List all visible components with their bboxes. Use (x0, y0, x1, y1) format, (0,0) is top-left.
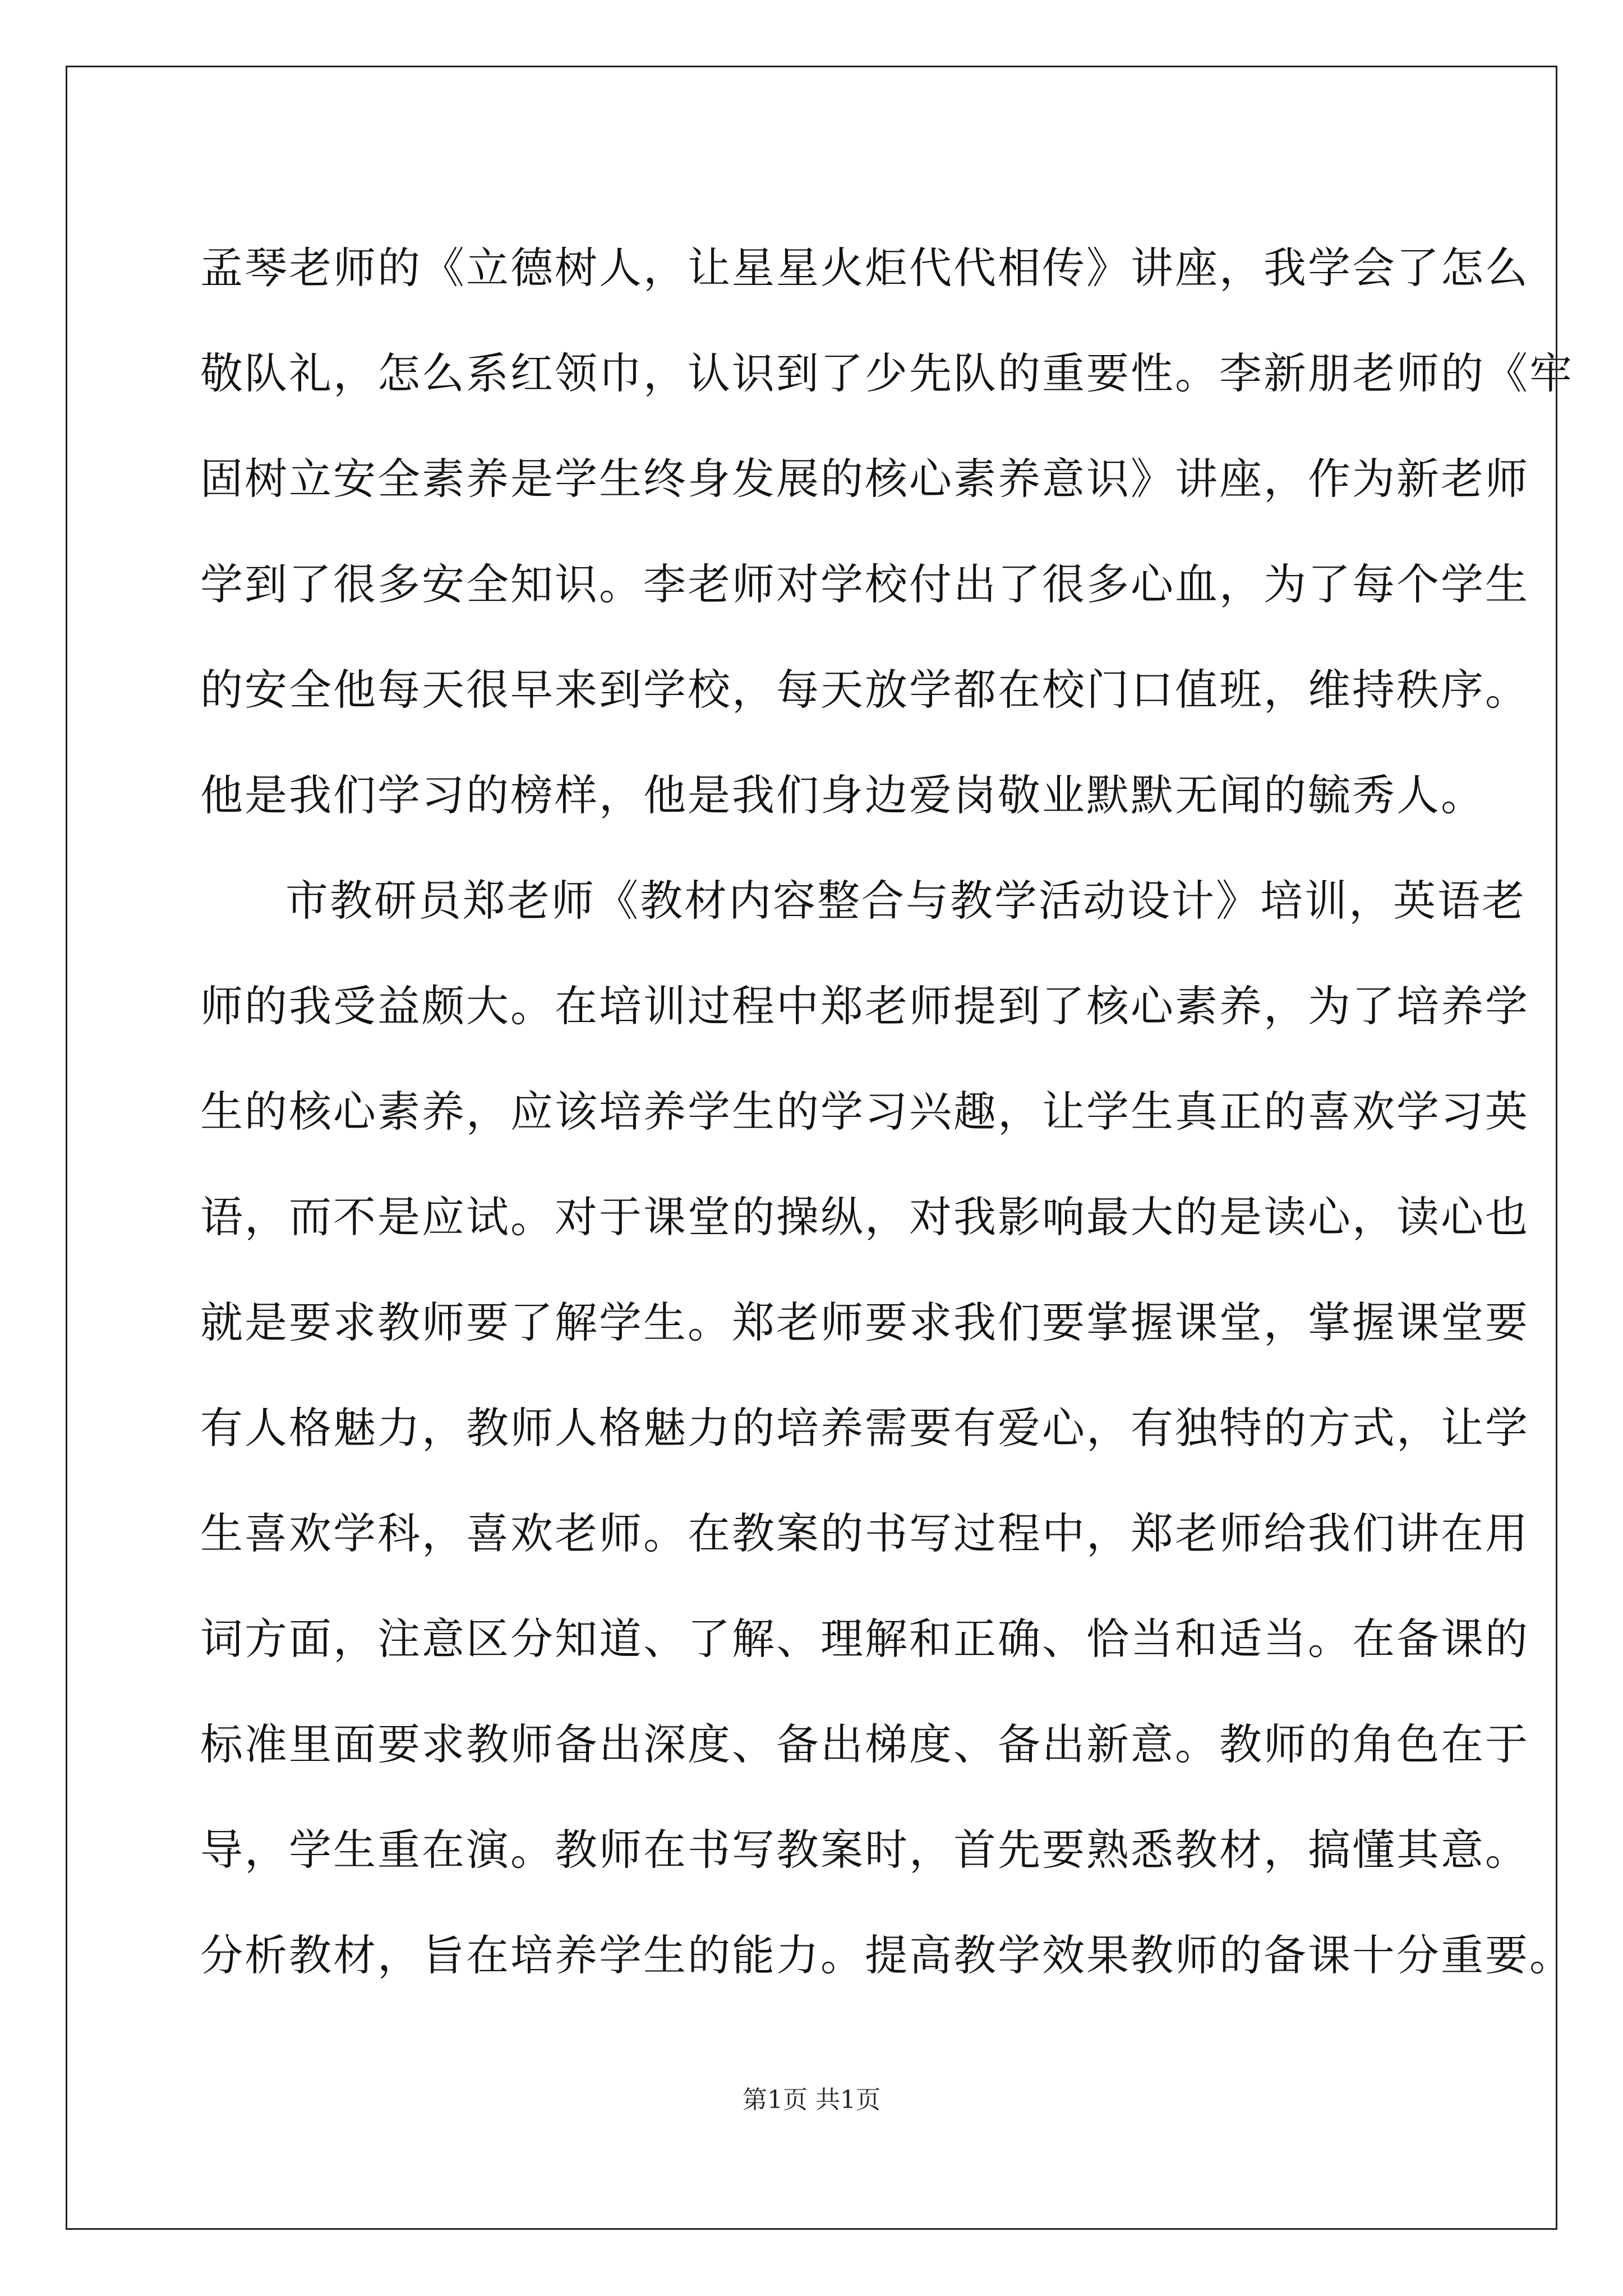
text-line: 词方面，注意区分知道、了解、理解和正确、恰当和适当。在备课的 (200, 1614, 1529, 1664)
page-footer: 第1页 共1页 (743, 2086, 880, 2114)
text-line: 标准里面要求教师备出深度、备出梯度、备出新意。教师的角色在于 (200, 1719, 1529, 1769)
text-line: 分析教材，旨在培养学生的能力。提高教学效果教师的备课十分重要。 (200, 1930, 1574, 1980)
text-line: 生的核心素养，应该培养学生的学习兴趣，让学生真正的喜欢学习英 (200, 1087, 1529, 1137)
document-body (200, 215, 1574, 2008)
text-line: 就是要求教师要了解学生。郑老师要求我们要掌握课堂，掌握课堂要 (200, 1297, 1529, 1347)
text-line: 有人格魅力，教师人格魅力的培养需要有爱心，有独特的方式，让学 (200, 1403, 1529, 1453)
text-line: 学到了很多安全知识。李老师对学校付出了很多心血，为了每个学生 (200, 559, 1529, 609)
text-line: 孟琴老师的《立德树人，让星星火炬代代相传》讲座，我学会了怎么 (200, 243, 1529, 293)
text-line: 他是我们学习的榜样，他是我们身边爱岗敬业默默无闻的毓秀人。 (200, 770, 1485, 820)
text-line: 生喜欢学科，喜欢老师。在教案的书写过程中，郑老师给我们讲在用 (200, 1508, 1529, 1558)
text-line: 语，而不是应试。对于课堂的操纵，对我影响最大的是读心，读心也 (200, 1192, 1529, 1242)
paragraph-start-line: 市教研员郑老师《教材内容整合与教学活动设计》培训，英语老 (285, 876, 1526, 926)
text-line: 导，学生重在演。教师在书写教案时，首先要熟悉教材，搞懂其意。 (200, 1825, 1529, 1875)
text-line: 师的我受益颇大。在培训过程中郑老师提到了核心素养，为了培养学 (200, 981, 1529, 1031)
text-line: 固树立安全素养是学生终身发展的核心素养意识》讲座，作为新老师 (200, 454, 1529, 504)
text-line: 敬队礼，怎么系红领巾，认识到了少先队的重要性。李新朋老师的《牢 (200, 348, 1574, 398)
text-line: 的安全他每天很早来到学校，每天放学都在校门口值班，维持秩序。 (200, 665, 1529, 715)
